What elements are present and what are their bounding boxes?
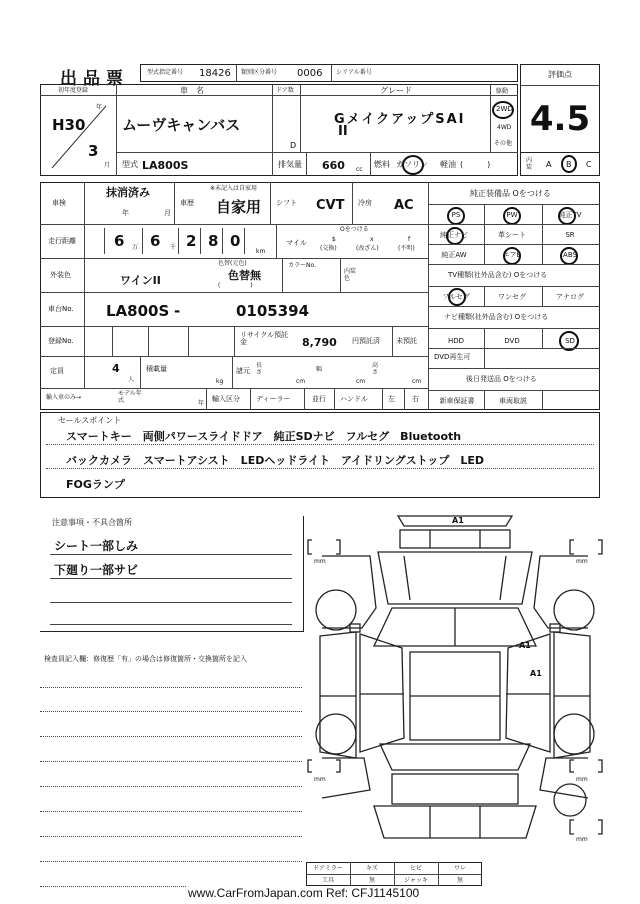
- notes-label: 注意事項・不具合箇所: [52, 518, 132, 527]
- interior-a: A: [546, 160, 552, 169]
- mileage-sen: 千: [170, 244, 177, 251]
- mileage-km: km: [256, 248, 266, 255]
- damage-top-a1: A1: [452, 516, 464, 525]
- legend-h4: ワレ: [453, 865, 466, 872]
- dvd-label: DVD再生可: [434, 353, 471, 361]
- shaken-value: 抹消済み: [106, 186, 150, 199]
- shaken-year: 年: [122, 209, 129, 217]
- first-reg-month: 3: [88, 142, 99, 160]
- shift-label: シフト: [276, 199, 297, 207]
- recycle-unpaid: 未預託: [396, 337, 417, 345]
- navi-sd: SD: [565, 337, 575, 345]
- displacement-label: 排気量: [278, 160, 302, 169]
- grade-line2: II: [338, 124, 348, 139]
- sales-points-line2: バックカメラ スマートアシスト LEDヘッドライト アイドリングストップ LED: [66, 454, 485, 467]
- equipment-aw: 純正AW: [441, 251, 467, 259]
- tv-oneseg: ワンセグ: [498, 293, 526, 301]
- mileage-modified: (改ざん): [356, 245, 379, 252]
- dims-width-unit: cm: [356, 378, 366, 385]
- interior-b-circle: [561, 155, 577, 173]
- later-warranty: 新車保証書: [439, 397, 475, 405]
- equipment-tv-circle: [558, 207, 576, 225]
- shaken-month: 月: [164, 209, 171, 217]
- navi-title: ナビ種類(社外品含む) Oをつける: [444, 313, 549, 321]
- sales-points-label: セールスポイント: [58, 416, 122, 425]
- first-reg-month-label: 月: [104, 162, 111, 169]
- dims-length: 長さ: [256, 362, 263, 376]
- category-no: 0006: [297, 68, 323, 79]
- mm-spare: mm: [576, 836, 588, 843]
- equipment-navi: 純正ナビ: [440, 231, 468, 239]
- legend-r2: 無: [368, 877, 375, 884]
- import-label: 輸入車のみ→: [46, 394, 82, 401]
- drive-other: その他: [494, 140, 513, 147]
- recycle-paid: 円預託済: [352, 337, 380, 345]
- mm-rear-right: mm: [576, 776, 588, 783]
- doors-unit: D: [290, 141, 297, 150]
- tv-fullseg-circle: [448, 288, 466, 306]
- grade-label: グレード: [380, 86, 412, 95]
- first-reg-label: 初年度登録: [58, 87, 89, 94]
- damage-side-a1-2: A1: [530, 669, 542, 678]
- equipment-abs: ABS: [563, 251, 577, 259]
- chassis-no: 0105394: [236, 302, 310, 320]
- drive-2wd-circle: [492, 101, 514, 119]
- tv-title: TV種類(社外品含む) Oをつける: [448, 271, 548, 279]
- mileage-circle-note: Oをつける: [340, 226, 369, 233]
- legend-r3: ジャッキ: [404, 877, 428, 884]
- equipment-title: 純正装備品 Oをつける: [470, 189, 551, 198]
- ac-value: AC: [394, 198, 414, 213]
- grade-score: 4.5: [529, 99, 591, 139]
- legend-h2: キズ: [366, 865, 378, 872]
- equipment-airbag: エアB: [502, 251, 522, 259]
- load-unit: kg: [216, 378, 224, 385]
- model-year-label: モデル年式: [118, 390, 142, 404]
- equipment-abs-circle: [560, 247, 578, 265]
- header-codes: [140, 64, 518, 82]
- shaken-label: 車検: [52, 199, 66, 207]
- inspector-label: 検査員記入欄：修復歴「有」の場合は修復箇所・交換箇所を記入: [44, 655, 247, 663]
- displacement-unit: cc: [356, 166, 363, 173]
- grade-score-label: 評価点: [548, 70, 572, 79]
- color-change-label: 色替(元色): [218, 260, 247, 267]
- later-title: 後日発送品 Oをつける: [466, 375, 537, 383]
- displacement-value: 660: [322, 159, 345, 172]
- reg-no-label: 登録No.: [48, 337, 74, 345]
- shift-value: CVT: [316, 198, 345, 213]
- capacity-label: 定員: [50, 367, 64, 375]
- capacity-persons: 人: [128, 376, 135, 383]
- sales-points-line3: FOGランプ: [66, 478, 125, 491]
- mile-label: マイル: [286, 239, 307, 247]
- page-title: 出品票: [60, 69, 129, 89]
- handle-right: 右: [412, 395, 419, 403]
- equipment-leather: 革シート: [498, 231, 526, 239]
- drive-label: 駆動: [496, 88, 509, 95]
- color-change-value: 色替無: [228, 269, 261, 282]
- dims-label: 諸元: [236, 367, 250, 375]
- equipment-pw-circle: [503, 207, 521, 225]
- tv-analog: アナログ: [556, 293, 584, 301]
- mileage-digit-5: 0: [230, 232, 241, 250]
- mm-rear-left: mm: [314, 776, 326, 783]
- serial-label: シリアル番号: [336, 69, 372, 76]
- mileage-sym1: $: [332, 236, 336, 243]
- mm-front-right: mm: [576, 558, 588, 565]
- sales-points-line1: スマートキー 両側パワースライドドア 純正SDナビ フルセグ Bluetooth: [66, 430, 462, 443]
- interior-color-label: 内装色: [344, 268, 357, 282]
- import-parallel: 並行: [312, 395, 326, 403]
- dims-length-unit: cm: [296, 378, 306, 385]
- mileage-digit-1: 6: [114, 232, 125, 250]
- history-label: 車歴: [180, 199, 194, 207]
- model-cert-no: 18426: [199, 68, 231, 79]
- navi-hdd: HDD: [447, 337, 465, 345]
- category-label: 類別区分番号: [241, 69, 278, 76]
- watermark: www.CarFromJapan.com Ref: CFJ1145100: [188, 886, 420, 900]
- mileage-unknown: (不明): [398, 245, 415, 252]
- fuel-paren: ( ): [460, 160, 491, 169]
- vehicle-name: ムーヴキャンバス: [122, 116, 241, 134]
- dims-height: 高さ: [372, 362, 379, 376]
- chassis-dash: -: [174, 302, 181, 320]
- model-label: 型式: [122, 160, 138, 169]
- color-no-label: カラーNo.: [288, 262, 316, 269]
- dims-height-unit: cm: [412, 378, 422, 385]
- first-reg-year-label: 年: [96, 104, 103, 111]
- drive-2wd: 2WD: [496, 105, 513, 113]
- model-value: LA800S: [142, 159, 189, 172]
- mileage-exchange: (交換): [320, 245, 337, 252]
- navi-dvd: DVD: [504, 337, 520, 345]
- legend-r4: 無: [456, 877, 463, 884]
- legend-h3: ヒビ: [409, 865, 422, 872]
- history-note: ※未記入は自家用: [210, 185, 258, 192]
- fuel-gas-circle: [402, 155, 424, 175]
- mileage-man: 万: [132, 244, 139, 251]
- legend-r1: 工具: [321, 877, 334, 884]
- recycle-label: リサイクル預託金: [240, 331, 289, 346]
- load-label: 積載量: [146, 365, 167, 373]
- mileage-digit-3: 2: [186, 232, 197, 250]
- chassis-label: 車台No.: [48, 305, 74, 313]
- model-year-unit: 年: [198, 400, 205, 407]
- equipment-ps: PS: [451, 211, 461, 219]
- first-reg-year: H30: [52, 116, 86, 134]
- equipment-airbag-circle: [503, 247, 521, 265]
- color-value: ワインII: [120, 274, 161, 287]
- color-paren: ( ): [218, 282, 253, 289]
- dims-width: 幅: [316, 366, 323, 373]
- interior-c: C: [586, 160, 592, 169]
- notes-line1: シート一部しみ: [54, 539, 139, 553]
- equipment-tv: 純正TV: [558, 211, 582, 219]
- model-cert-label: 型式指定番号: [147, 69, 184, 76]
- import-dealer: ディーラー: [256, 395, 291, 403]
- mileage-digit-2: 6: [150, 232, 161, 250]
- fuel-label: 燃料: [374, 160, 390, 169]
- drive-4wd: 4WD: [497, 124, 512, 131]
- damage-side-a1-1: A1: [519, 641, 531, 650]
- equipment-pw: PW: [506, 211, 518, 219]
- fuel-gas: ガソリン: [396, 160, 428, 169]
- mileage-label: 走行距離: [48, 237, 76, 245]
- capacity-value: 4: [112, 362, 120, 375]
- chassis-prefix: LA800S: [106, 302, 170, 320]
- first-reg-slash: [44, 100, 114, 172]
- history-value: 自家用: [216, 198, 262, 216]
- fuel-light-oil: 軽油: [440, 160, 456, 169]
- ac-label: 冷房: [358, 199, 372, 207]
- import-cat-label: 輸入区分: [212, 395, 240, 403]
- mm-front-left: mm: [314, 558, 326, 565]
- handle-label: ハンドル: [340, 395, 368, 403]
- interior-b: B: [566, 160, 572, 169]
- mileage-sym3: f: [408, 236, 411, 243]
- handle-left: 左: [388, 395, 395, 403]
- interior-label: 内装: [526, 157, 533, 171]
- mileage-digit-4: 8: [208, 232, 219, 250]
- equipment-ps-circle: [447, 207, 465, 225]
- grade-line1: GメイクアップSAI: [334, 112, 466, 127]
- doors-label: ドア数: [276, 87, 294, 94]
- later-manual: 車両取説: [499, 397, 527, 405]
- car-diagram: [300, 508, 610, 868]
- equipment-navi-circle: [446, 227, 464, 245]
- vehicle-name-label: 車 名: [180, 86, 204, 95]
- notes-line2: 下廻り一部サビ: [54, 563, 139, 577]
- recycle-value: 8,790: [302, 336, 337, 349]
- equipment-sr: SR: [565, 231, 575, 239]
- legend-h1: ドアミラー: [313, 865, 343, 872]
- mileage-sym2: x: [370, 236, 374, 243]
- tv-fullseg: フルセグ: [442, 293, 470, 301]
- color-label: 外装色: [50, 271, 71, 279]
